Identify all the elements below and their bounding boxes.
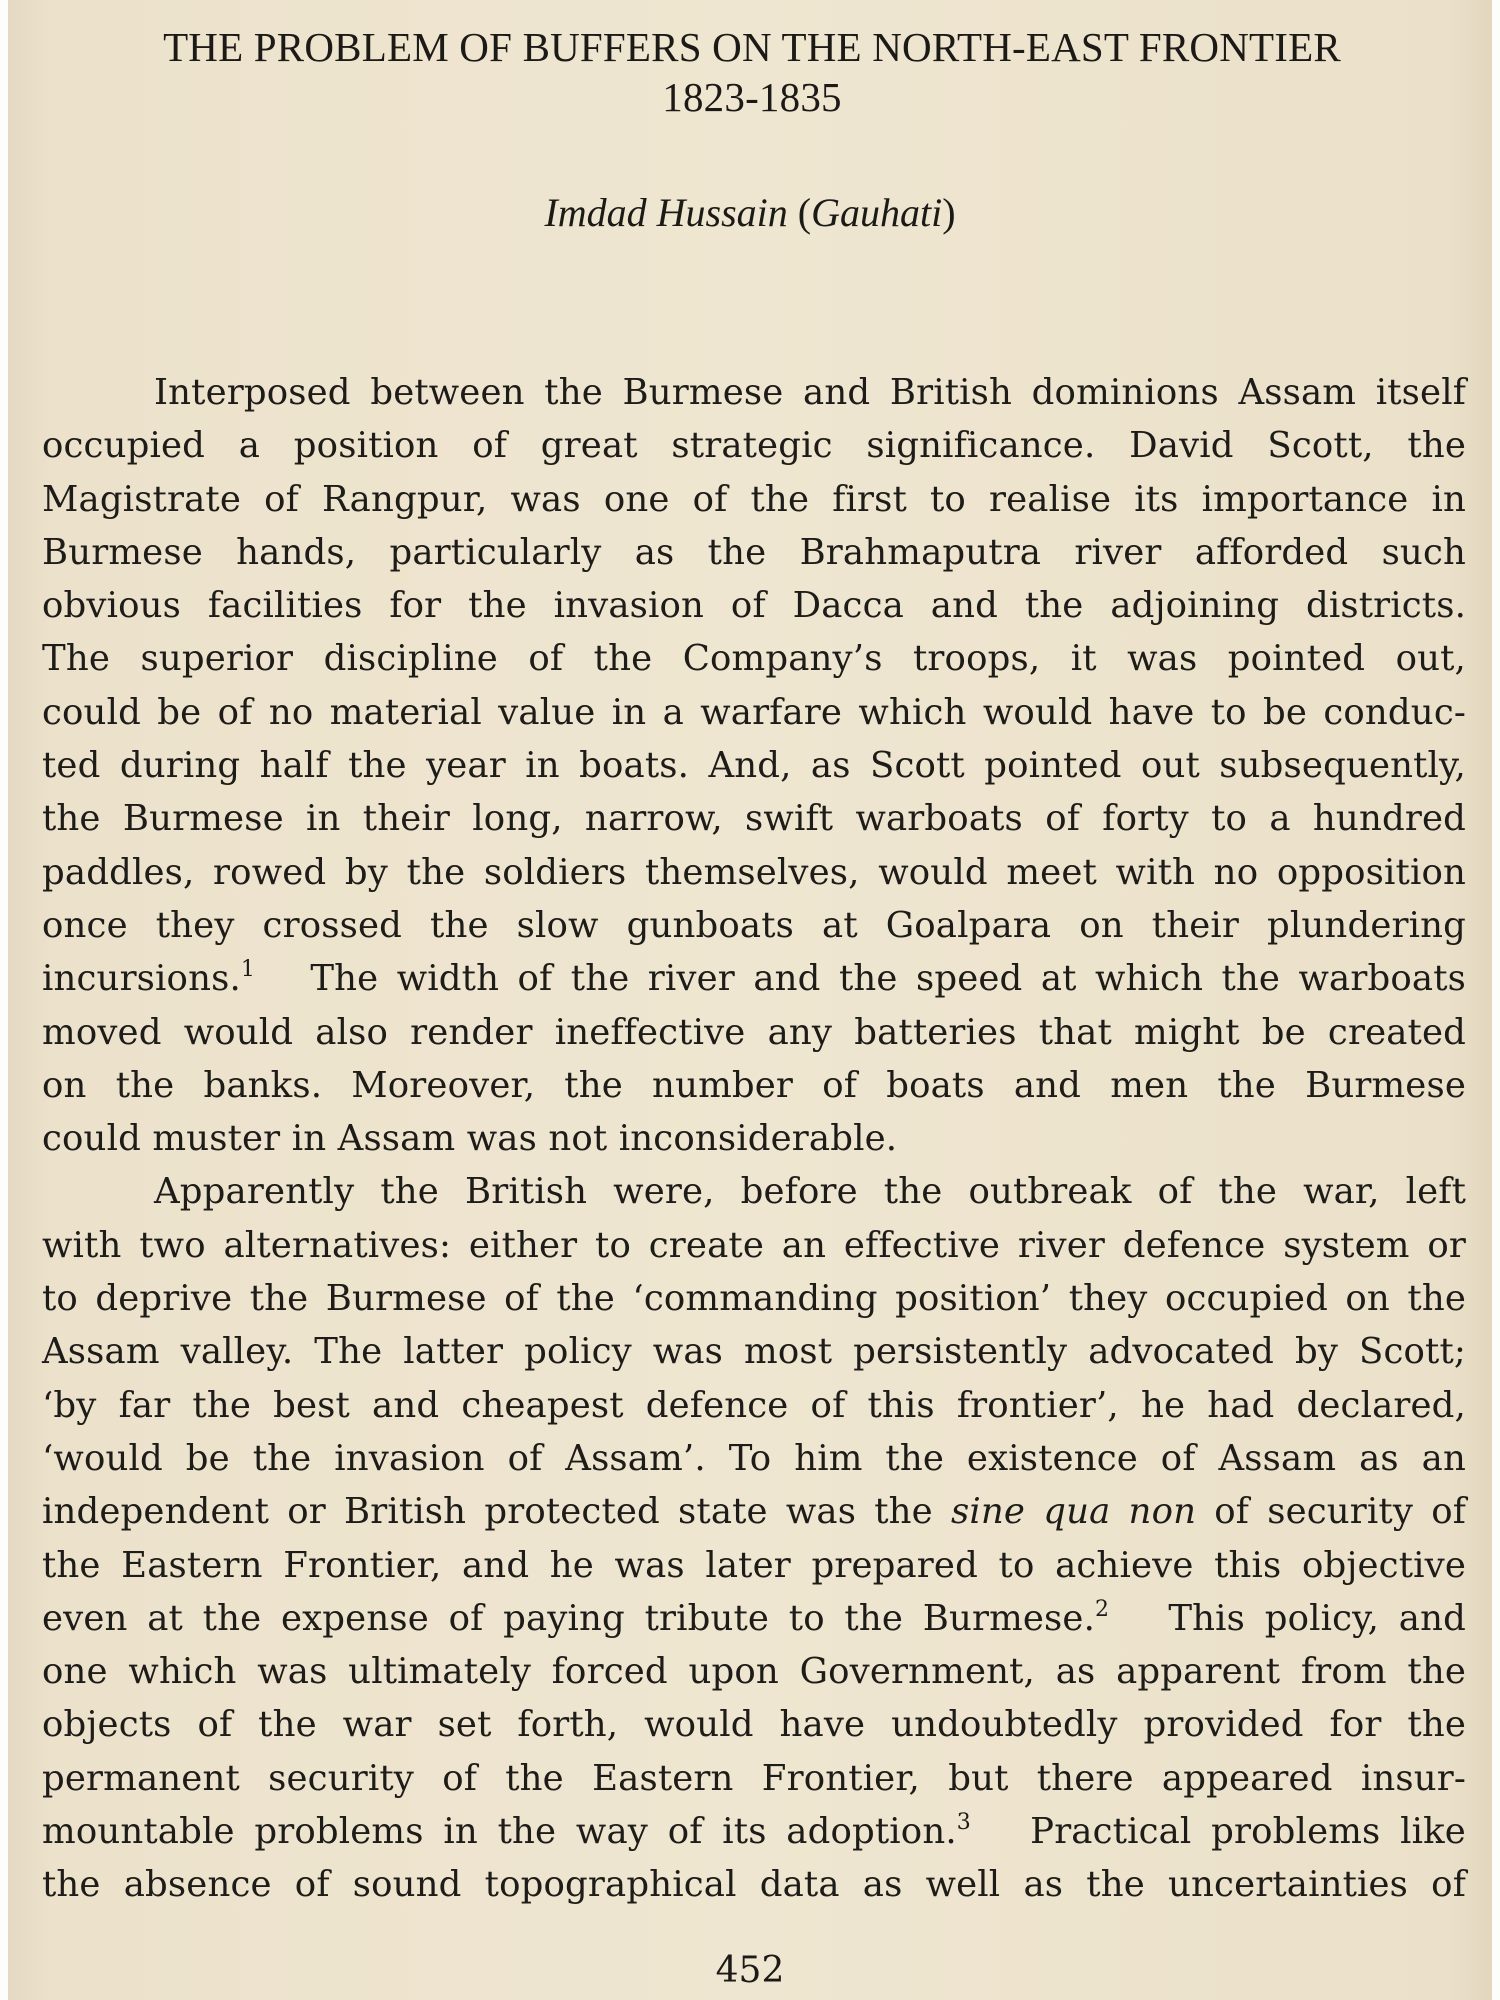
author-affiliation-wrapper: (Gauhati): [797, 190, 956, 235]
text-segment: The width of the river and the speed at which the warboats: [310, 958, 1466, 1000]
paragraph-2-line-10: one which was ultimately forced upon Government, as apparent from the: [42, 1651, 1466, 1693]
paragraph-1-line-15: could muster in Assam was not inconsiderable.: [42, 1118, 898, 1160]
paragraph-1-line-3: Magistrate of Rangpur, was one of the first to realise its importance in: [42, 478, 1466, 520]
text-segment: mountable problems in the way of its adoption.: [42, 1811, 957, 1853]
author-name: Imdad Hussain: [544, 190, 788, 235]
paragraph-2-line-14: the absence of sound topographical data as well as the uncertainties of: [42, 1864, 1466, 1906]
paragraph-1-line-10: paddles, rowed by the soldiers themselves, would meet with no opposition: [42, 851, 1466, 893]
text-segment: Practical problems like: [1030, 1811, 1466, 1853]
author-affiliation: Gauhati: [811, 190, 943, 235]
latin-phrase: sine qua non: [951, 1491, 1197, 1533]
footnote-ref-1: 1: [240, 957, 256, 983]
article-title: [42, 22, 1462, 122]
paragraph-2-line-2: with two alternatives: either to create an effective river defence system or: [42, 1224, 1466, 1266]
paragraph-1-line-8: ted during half the year in boats. And, as Scott pointed out subsequently,: [42, 745, 1466, 787]
paragraph-1-line-6: The superior discipline of the Company’s troops, it was pointed out,: [42, 638, 1466, 680]
text-segment: independent or British protected state was the: [42, 1491, 933, 1533]
text-segment: This policy, and: [1168, 1597, 1466, 1639]
paragraph-1-line-12: [42, 952, 1466, 1005]
paragraph-2-line-1: Apparently the British were, before the outbreak of the war, left: [154, 1171, 1466, 1213]
paragraph-2-line-13: [42, 1805, 1466, 1858]
document-page: [8, 0, 1492, 2000]
paragraph-1-line-11: once they crossed the slow gunboats at Goalpara on their plundering: [42, 904, 1466, 946]
article-body: [42, 366, 1466, 1912]
paragraph-2-line-8: the Eastern Frontier, and he was later prepared to achieve this objective: [42, 1544, 1466, 1586]
paragraph-1-line-7: could be of no material value in a warfare which would have to be conduc-: [42, 691, 1466, 733]
paragraph-2-line-6: ‘would be the invasion of Assam’. To him the existence of Assam as an: [42, 1437, 1466, 1479]
paragraph-2-line-3: to deprive the Burmese of the ‘commanding position’ they occupied on the: [42, 1278, 1466, 1320]
paragraph-1-line-14: on the banks. Moreover, the number of boats and men the Burmese: [42, 1064, 1466, 1106]
paragraph-1-line-9: the Burmese in their long, narrow, swift warboats of forty to a hundred: [42, 798, 1466, 840]
title-line-2: 1823-1835: [662, 74, 842, 120]
text-segment: even at the expense of paying tribute to the Burmese.: [42, 1597, 1096, 1639]
text-segment: of security of: [1214, 1491, 1467, 1533]
title-line-1: THE PROBLEM OF BUFFERS ON THE NORTH-EAST FRONTIER: [163, 24, 1341, 70]
paragraph-2-line-7: [42, 1485, 1466, 1538]
paragraph-2-line-9: [42, 1592, 1466, 1645]
text-segment: incursions.: [42, 958, 241, 1000]
paragraph-2-line-12: permanent security of the Eastern Frontier, but there appeared insur-: [42, 1757, 1466, 1799]
paragraph-1-line-2: occupied a position of great strategic significance. David Scott, the: [42, 425, 1466, 467]
page-number: 452: [715, 1950, 785, 1991]
paragraph-2-line-5: ‘by far the best and cheapest defence of this frontier’, he had declared,: [42, 1384, 1466, 1426]
paragraph-1-line-4: Burmese hands, particularly as the Brahmaputra river afforded such: [42, 531, 1466, 573]
paragraph-2-line-4: Assam valley. The latter policy was most persistently advocated by Scott;: [42, 1331, 1466, 1373]
paragraph-1-line-1: Interposed between the Burmese and British dominions Assam itself: [154, 372, 1466, 413]
footnote-ref-3: 3: [956, 1810, 971, 1836]
footnote-ref-2: 2: [1095, 1596, 1110, 1622]
paragraph-2-line-11: objects of the war set forth, would have undoubtedly provided for the: [42, 1704, 1466, 1746]
paragraph-1-line-13: moved would also render ineffective any batteries that might be created: [42, 1011, 1466, 1053]
author-byline: [8, 188, 1492, 238]
paragraph-1-line-5: obvious facilities for the invasion of Dacca and the adjoining districts.: [42, 585, 1466, 627]
